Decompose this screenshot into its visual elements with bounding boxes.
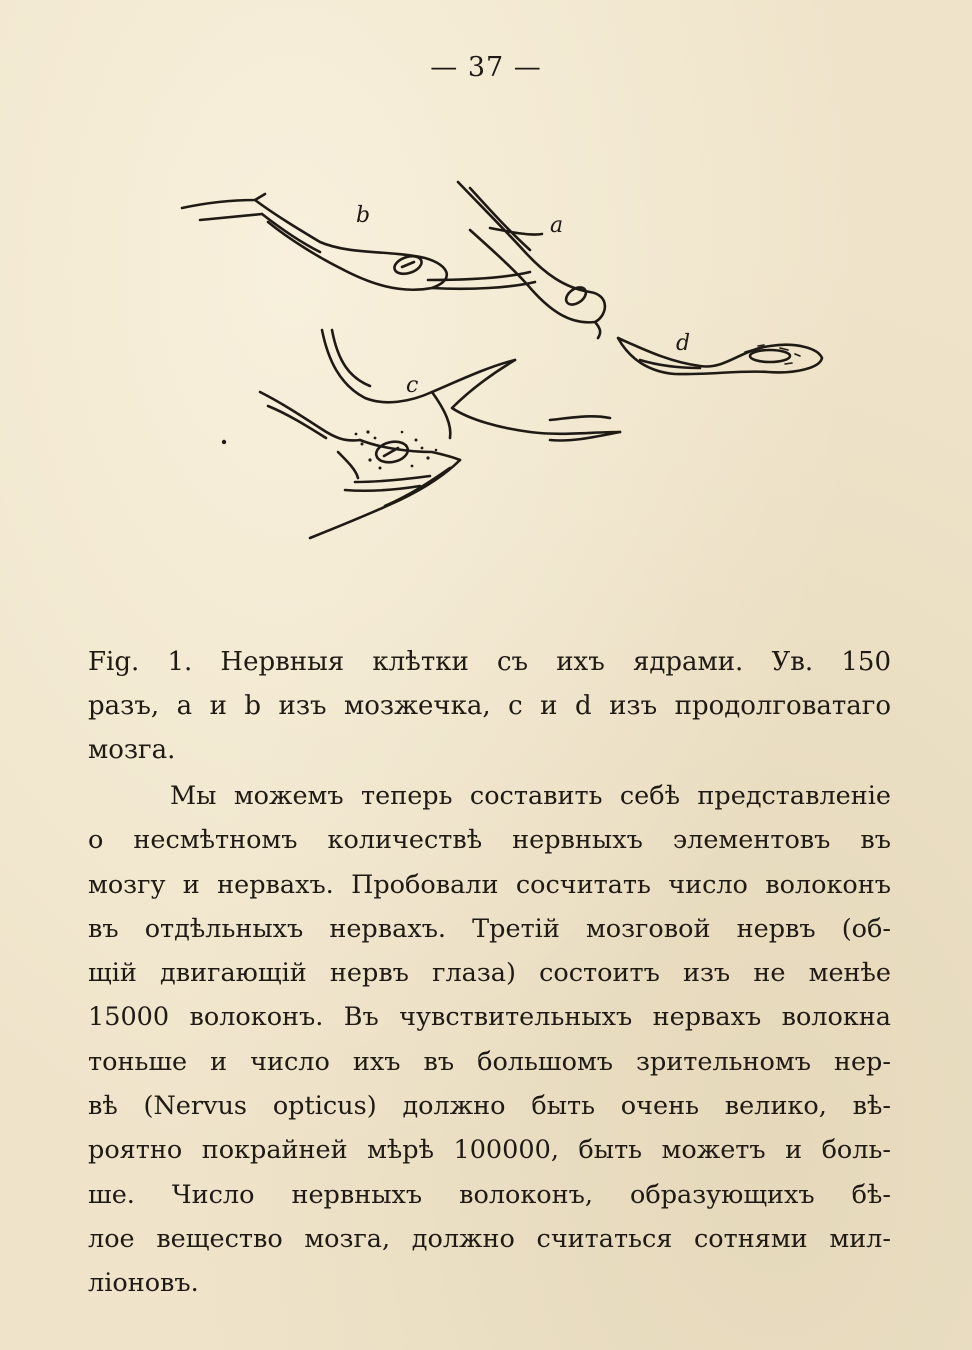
paragraph-line: 15000 волоконъ. Въ чувствительныхъ нервахъ волокна: [88, 1002, 891, 1033]
paragraph-line: щій двигающій нервъ глаза) состоитъ изъ не менѣе: [88, 958, 891, 989]
cell-c-drawing: [260, 330, 620, 538]
paragraph-line: въ отдѣльныхъ нервахъ. Третій мозговой нервъ (об-: [88, 913, 891, 944]
paragraph-line: о несмѣтномъ количествѣ нервныхъ элементовъ въ: [88, 825, 891, 856]
paragraph-line: ліоновъ.: [88, 1268, 199, 1299]
paragraph-line: тоньше и число ихъ въ большомъ зрительномъ нер-: [88, 1046, 891, 1077]
nerve-cells-drawing: [170, 170, 850, 560]
cell-d-drawing: [618, 338, 822, 374]
caption-line: разъ, a и b изъ мозжечка, c и d изъ продолговатаго: [88, 691, 891, 721]
caption-line: Fig. 1. Нервныя клѣтки съ ихъ ядрами. Ув. 150: [88, 647, 891, 677]
paragraph-line: лое вещество мозга, должно считаться сотнями мил-: [88, 1223, 891, 1254]
paragraph-line: мозгу и нервахъ. Пробовали сосчитать число волоконъ: [88, 869, 891, 900]
figure-label-a: a: [550, 213, 564, 238]
figure-caption: [88, 640, 891, 772]
nerve-cells-figure: [170, 170, 850, 560]
figure-label-c: c: [406, 373, 419, 398]
figure-label-b: b: [356, 203, 371, 228]
cell-a-drawing: [458, 182, 605, 338]
caption-line: мозга.: [88, 735, 176, 765]
paragraph-line: роятно покрайней мѣрѣ 100000, быть можетъ и боль-: [88, 1135, 891, 1166]
page-number: — 37 —: [430, 52, 542, 83]
paragraph-line: вѣ (Nervus opticus) должно быть очень велико, вѣ-: [88, 1091, 891, 1122]
paragraph-line: Мы можемъ теперь составить себѣ представленіе: [170, 781, 891, 811]
figure-label-d: d: [676, 331, 691, 356]
paragraph-line: ше. Число нервныхъ волоконъ, образующихъ бѣ-: [88, 1179, 891, 1210]
body-paragraph: [88, 774, 891, 1306]
